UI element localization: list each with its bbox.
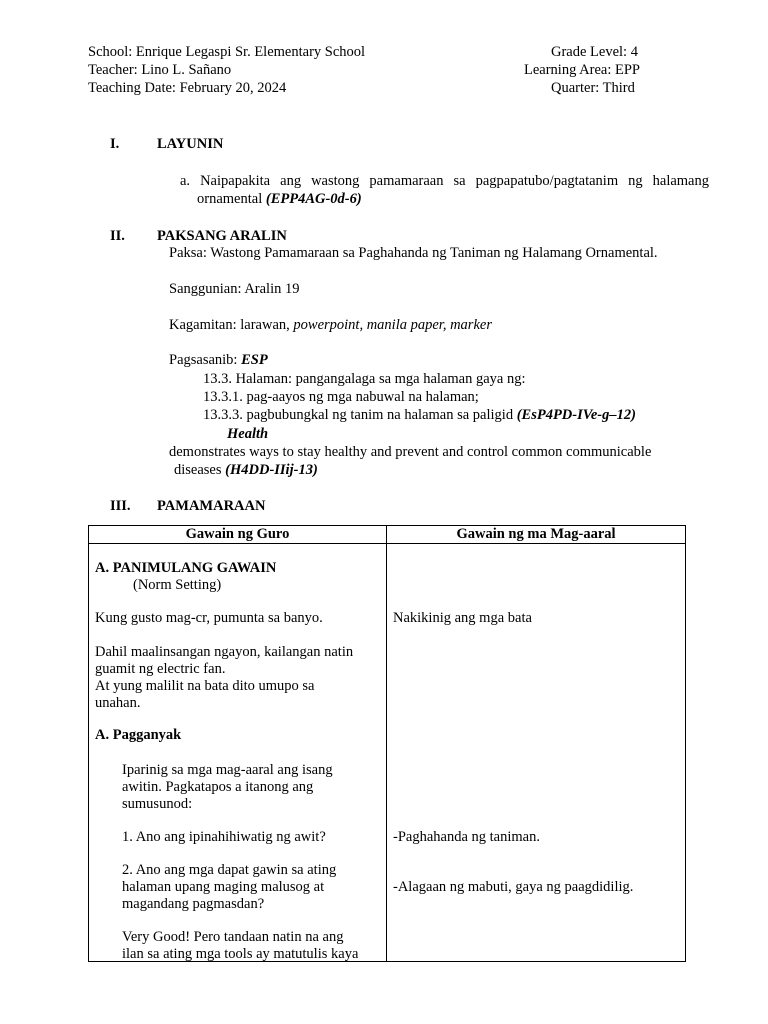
- teacher-very-good-line1: Very Good! Pero tandaan natin na ang: [122, 929, 344, 945]
- teacher-question-2-line2: halaman upang maging malusog at: [122, 879, 325, 895]
- table-header-row: [89, 526, 686, 544]
- heading-panimulang-gawain: A. PANIMULANG GAWAIN: [95, 560, 277, 576]
- section-3-title: PAMAMARAAN: [157, 498, 266, 514]
- objective-a-code: (EPP4AG-0d-6): [265, 191, 362, 207]
- student-response-3: -Alagaan ng mabuti, gaya ng paagdidilig.: [393, 879, 634, 895]
- norm-setting: (Norm Setting): [133, 577, 222, 593]
- health-line1: demonstrates ways to stay healthy and prevent and control common communicable: [169, 444, 652, 460]
- teaching-date: Teaching Date: February 20, 2024: [88, 80, 287, 96]
- health-line2: [174, 462, 318, 479]
- teacher-fan-line2: guamit ng electric fan.: [95, 661, 226, 677]
- section-1-title: LAYUNIN: [157, 136, 224, 152]
- section-3-number: III.: [110, 498, 131, 514]
- teacher-question-2-line3: magandang pagmasdan?: [122, 896, 265, 912]
- section-2-title: PAKSANG ARALIN: [157, 228, 287, 244]
- objective-a-line1: a. Naipapakita ang wastong pamamaraan sa pagpapatubo/pagtatanim ng halamang: [180, 173, 709, 189]
- objective-a-line2: [197, 191, 362, 208]
- quarter: Quarter: Third: [551, 80, 635, 96]
- paksa: Paksa: Wastong Pamamaraan sa Paghahanda ng Taniman ng Halamang Ornamental.: [169, 245, 658, 261]
- teacher-bata-line1: At yung malilit na bata dito umupo sa: [95, 678, 315, 694]
- pagsasanib: [169, 352, 268, 369]
- sanggunian: Sanggunian: Aralin 19: [169, 281, 300, 297]
- teacher-awit-line3: sumusunod:: [122, 796, 193, 812]
- esp-item-2: 13.3.1. pag-aayos ng mga nabuwal na halaman;: [203, 389, 479, 405]
- teacher-fan-line1: Dahil maalinsangan ngayon, kailangan natin: [95, 644, 354, 660]
- procedure-table: [88, 525, 686, 962]
- student-activities-cell: [387, 544, 686, 962]
- section-2-number: II.: [110, 228, 125, 244]
- learning-area: Learning Area: EPP: [524, 62, 640, 78]
- esp-item-3: [203, 407, 636, 424]
- column-header-teacher: Gawain ng Guro: [89, 526, 387, 544]
- pagsasanib-subject: ESP: [241, 352, 268, 368]
- kagamitan-items: powerpoint, manila paper, marker: [293, 317, 492, 333]
- teacher-awit-line2: awitin. Pagkatapos a itanong ang: [122, 779, 314, 795]
- kagamitan-label: Kagamitan: larawan,: [169, 317, 290, 333]
- objective-a-text: ornamental: [197, 191, 263, 207]
- grade-level: Grade Level: 4: [551, 44, 638, 60]
- table-row: [89, 544, 686, 962]
- teacher-question-2-line1: 2. Ano ang mga dapat gawin sa ating: [122, 862, 337, 878]
- esp-item-3-text: 13.3.3. pagbubungkal ng tanim na halaman sa paligid: [203, 407, 514, 423]
- column-header-students: Gawain ng ma Mag-aaral: [387, 526, 686, 544]
- teacher-name: Teacher: Lino L. Sañano: [88, 62, 232, 78]
- esp-item-1: 13.3. Halaman: pangangalaga sa mga halaman gaya ng:: [203, 371, 526, 387]
- esp-code: (EsP4PD-IVe-g–12): [516, 407, 636, 423]
- school-name: School: Enrique Legaspi Sr. Elementary School: [88, 44, 366, 60]
- teacher-bata-line2: unahan.: [95, 695, 141, 711]
- section-1-number: I.: [110, 136, 120, 152]
- teacher-activities-cell: [89, 544, 387, 962]
- teacher-very-good-line2: ilan sa ating mga tools ay matutulis kaya: [122, 946, 359, 962]
- teacher-cr: Kung gusto mag-cr, pumunta sa banyo.: [95, 610, 323, 626]
- teacher-awit-line1: Iparinig sa mga mag-aaral ang isang: [122, 762, 333, 778]
- health-code: (H4DD-IIij-13): [225, 462, 318, 478]
- student-response-2: -Paghahanda ng taniman.: [393, 829, 540, 845]
- health-line2-text: diseases: [174, 462, 222, 478]
- health-label: Health: [227, 426, 269, 442]
- heading-pagganyak: A. Pagganyak: [95, 727, 182, 743]
- teacher-question-1: 1. Ano ang ipinahihiwatig ng awit?: [122, 829, 326, 845]
- kagamitan: [169, 317, 492, 334]
- student-response-1: Nakikinig ang mga bata: [393, 610, 532, 626]
- pagsasanib-label: Pagsasanib:: [169, 352, 238, 368]
